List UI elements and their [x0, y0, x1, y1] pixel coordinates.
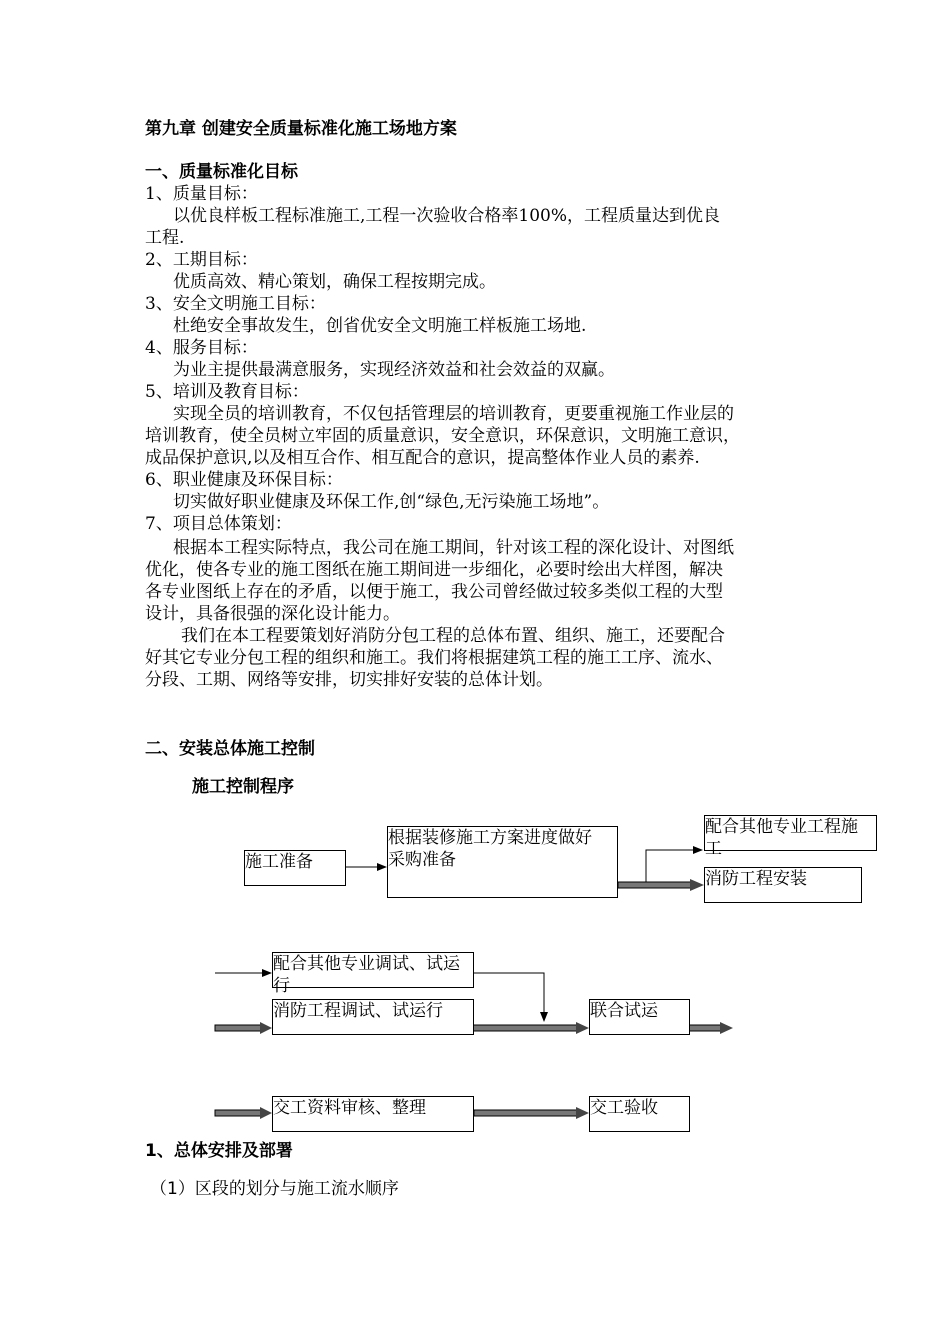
section2-heading: 二、安装总体施工控制 [145, 739, 315, 759]
goal-quality-text: 以优良样板工程标准施工,工程一次验收合格率100%，工程质量达到优良 [173, 206, 721, 226]
box-coop-install-line2: 工 [705, 839, 722, 859]
goal-plan-text-6: 好其它专业分包工程的组织和施工。我们将根据建筑工程的施工工序、流水、 [145, 648, 723, 668]
box-joint-test [589, 999, 690, 1035]
section1-heading: 一、质量标准化目标 [145, 162, 298, 182]
goal-plan-text-3: 各专业图纸上存在的矛盾，以便于施工，我公司曾经做过较多类似工程的大型 [145, 582, 723, 602]
goal-health-label: 6、职业健康及环保目标： [145, 470, 343, 490]
box-fire-debug-label: 消防工程调试、试运行 [273, 1001, 443, 1021]
goal-plan-text-7: 分段、工期、网络等安排，切实排好安装的总体计划。 [145, 670, 553, 690]
goal-health-text: 切实做好职业健康及环保工作,创“绿色,无污染施工场地”。 [173, 492, 610, 512]
section3-heading: 1、总体安排及部署 [145, 1141, 293, 1161]
goal-plan-text-5: 我们在本工程要策划好消防分包工程的总体布置、组织、施工，还要配合 [181, 626, 725, 646]
box-acceptance [589, 1096, 690, 1132]
box-joint-test-label: 联合试运 [590, 1001, 658, 1021]
box-coop-debug-line2: 行 [273, 976, 290, 996]
box-procurement-prep-line2: 采购准备 [388, 850, 456, 870]
goal-plan-text-1: 根据本工程实际特点，我公司在施工期间，针对该工程的深化设计、对图纸 [173, 538, 734, 558]
goal-schedule-label: 2、工期目标： [145, 250, 258, 270]
box-acceptance-label: 交工验收 [590, 1098, 658, 1118]
goal-training-text-3: 成品保护意识,以及相互合作、相互配合的意识，提高整体作业人员的素养. [145, 448, 700, 468]
goal-plan-text-4: 设计，具备很强的深化设计能力。 [145, 604, 400, 624]
box-coop-debug-line1: 配合其他专业调试、试运 [273, 954, 460, 974]
section3-item1: （1）区段的划分与施工流水顺序 [150, 1179, 399, 1199]
goal-quality-label: 1、质量目标： [145, 184, 258, 204]
box-procurement-prep [387, 826, 618, 898]
goal-safety-label: 3、安全文明施工目标： [145, 294, 326, 314]
goal-training-text-2: 培训教育，使全员树立牢固的质量意识，安全意识，环保意识，文明施工意识， [145, 426, 740, 446]
goal-schedule-text: 优质高效、精心策划，确保工程按期完成。 [173, 272, 496, 292]
goal-training-label: 5、培训及教育目标： [145, 382, 309, 402]
box-fire-debug [272, 999, 474, 1035]
box-doc-review [272, 1096, 474, 1132]
box-construction-prep [244, 850, 346, 886]
goal-service-text: 为业主提供最满意服务，实现经济效益和社会效益的双赢。 [173, 360, 615, 380]
box-fire-install [704, 867, 862, 903]
goal-safety-text: 杜绝安全事故发生，创省优安全文明施工样板施工场地. [173, 316, 587, 336]
box-doc-review-label: 交工资料审核、整理 [273, 1098, 426, 1118]
goal-plan-text-2: 优化，使各专业的施工图纸在施工期间进一步细化，必要时绘出大样图，解决 [145, 560, 723, 580]
box-coop-install [704, 815, 877, 859]
chapter-title: 第九章 创建安全质量标准化施工场地方案 [145, 119, 457, 139]
box-procurement-prep-line1: 根据装修施工方案进度做好 [388, 828, 592, 848]
goal-plan-label: 7、项目总体策划： [145, 514, 292, 534]
goal-service-label: 4、服务目标： [145, 338, 258, 358]
box-fire-install-label: 消防工程安装 [705, 869, 807, 889]
box-coop-install-line1: 配合其他专业工程施 [705, 817, 858, 837]
box-coop-debug [272, 952, 474, 996]
goal-quality-text-2: 工程. [145, 228, 185, 248]
goal-training-text-1: 实现全员的培训教育，不仅包括管理层的培训教育，更要重视施工作业层的 [173, 404, 734, 424]
flowchart-title: 施工控制程序 [192, 777, 294, 797]
box-construction-prep-label: 施工准备 [245, 852, 313, 872]
